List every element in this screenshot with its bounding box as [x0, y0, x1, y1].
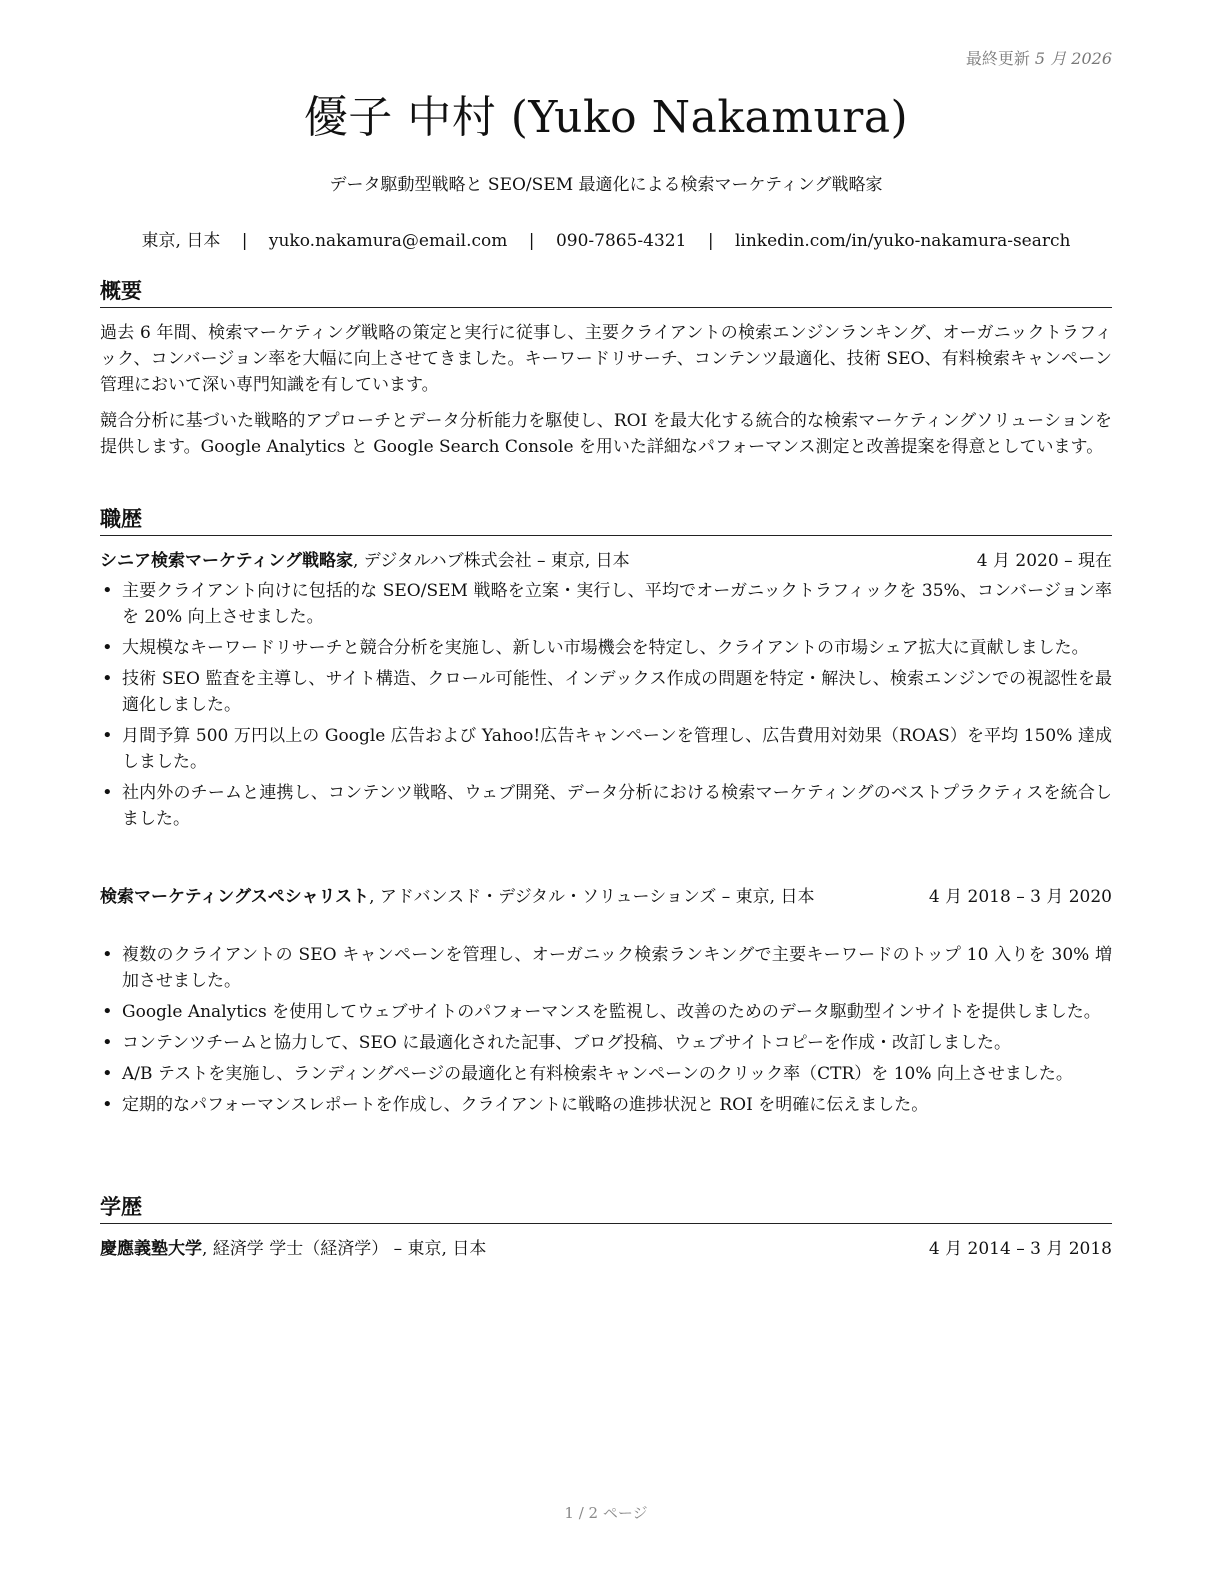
job-header [100, 548, 1112, 574]
contact-line [100, 226, 1112, 251]
job-bullets [100, 942, 1112, 1123]
job-date: 4 月 2020 – 現在 [976, 551, 1112, 571]
last-updated-label: 最終更新 [965, 49, 1030, 68]
job-bullet: • Google Analytics を使用してウェブサイトのパフォーマンスを監視し、改善のためのデータ駆動型インサイトを提供しました。 [100, 999, 1112, 1025]
section-title-education: 学歴 [100, 1192, 1112, 1224]
last-updated [966, 46, 1112, 69]
contact-separator: | [241, 231, 248, 251]
tagline: データ駆動型戦略と SEO/SEM 最適化による検索マーケティング戦略家 [329, 175, 883, 195]
page-number: 1 / 2 ページ [564, 1504, 648, 1522]
summary-paragraph: 競合分析に基づいた戦略的アプローチとデータ分析能力を駆使し、ROI を最大化する統合的な検索マーケティングソリューションを提供します。Google Analytics と Google Search Console を用いた詳細なパフォーマンス測定と改善提案を得意としています。 [100, 411, 1112, 457]
contact-location: 東京, 日本 [141, 231, 221, 251]
job-bullet: • 社内外のチームと連携し、コンテンツ戦略、ウェブ開発、データ分析における検索マーケティングのベストプラクティスを統合しました。 [100, 780, 1112, 832]
section-title-summary: 概要 [100, 276, 1112, 308]
job-bullet: • A/B テストを実施し、ランディングページの最適化と有料検索キャンペーンのクリック率（CTR）を 10% 向上させました。 [100, 1061, 1112, 1087]
contact-linkedin[interactable]: linkedin.com/in/yuko-nakamura-search [734, 231, 1071, 251]
last-updated-value: 5 月 2026 [1034, 49, 1112, 68]
job-bullet: • 月間予算 500 万円以上の Google 広告および Yahoo!広告キャンペーンを管理し、広告費用対効果（ROAS）を平均 150% 達成しました。 [100, 723, 1112, 775]
job-header [100, 884, 1112, 910]
job-company: , デジタルハブ株式会社 – 東京, 日本 [352, 551, 630, 571]
job-bullet: • 技術 SEO 監査を主導し、サイト構造、クロール可能性、インデックス作成の問題を特定・解決し、検索エンジンでの視認性を最適化しました。 [100, 666, 1112, 718]
job-bullet: • コンテンツチームと協力して、SEO に最適化された記事、ブログ投稿、ウェブサイトコピーを作成・改訂しました。 [100, 1030, 1112, 1056]
job-bullet: • 大規模なキーワードリサーチと競合分析を実施し、新しい市場機会を特定し、クライアントの市場シェア拡大に貢献しました。 [100, 635, 1112, 661]
job-bullets [100, 578, 1112, 837]
contact-separator: | [707, 231, 714, 251]
education-date: 4 月 2014 – 3 月 2018 [928, 1239, 1112, 1259]
candidate-name: 優子 中村 (Yuko Nakamura) [303, 92, 909, 143]
job-bullet: • 主要クライアント向けに包括的な SEO/SEM 戦略を立案・実行し、平均でオーガニックトラフィックを 35%、コンバージョン率を 20% 向上させました。 [100, 578, 1112, 630]
job-company: , アドバンスド・デジタル・ソリューションズ – 東京, 日本 [369, 887, 815, 907]
contact-separator: | [528, 231, 535, 251]
job-title: 検索マーケティングスペシャリスト [100, 887, 370, 907]
job-bullet: • 複数のクライアントの SEO キャンペーンを管理し、オーガニック検索ランキングで主要キーワードのトップ 10 入りを 30% 増加させました。 [100, 942, 1112, 994]
resume-page [100, 0, 1112, 1584]
job-title: シニア検索マーケティング戦略家 [100, 551, 353, 571]
job-date: 4 月 2018 – 3 月 2020 [928, 887, 1112, 907]
section-title-experience: 職歴 [100, 504, 1112, 536]
school-name: 慶應義塾大学 [100, 1239, 202, 1259]
job-bullet: • 定期的なパフォーマンスレポートを作成し、クライアントに戦略の進捗状況と ROI を明確に伝えました。 [100, 1092, 1112, 1118]
contact-phone[interactable]: 090-7865-4321 [555, 231, 687, 251]
contact-email[interactable]: yuko.nakamura@email.com [268, 231, 508, 251]
education-entry [100, 1236, 1112, 1262]
summary-paragraph: 過去 6 年間、検索マーケティング戦略の策定と実行に従事し、主要クライアントの検索エンジンランキング、オーガニックトラフィック、コンバージョン率を大幅に向上させてきました。キーワードリサーチ、コンテンツ最適化、技術 SEO、有料検索キャンペーン管理において深い専門知識を有しています。 [100, 323, 1112, 395]
degree: , 経済学 学士（経済学） – 東京, 日本 [202, 1239, 487, 1259]
